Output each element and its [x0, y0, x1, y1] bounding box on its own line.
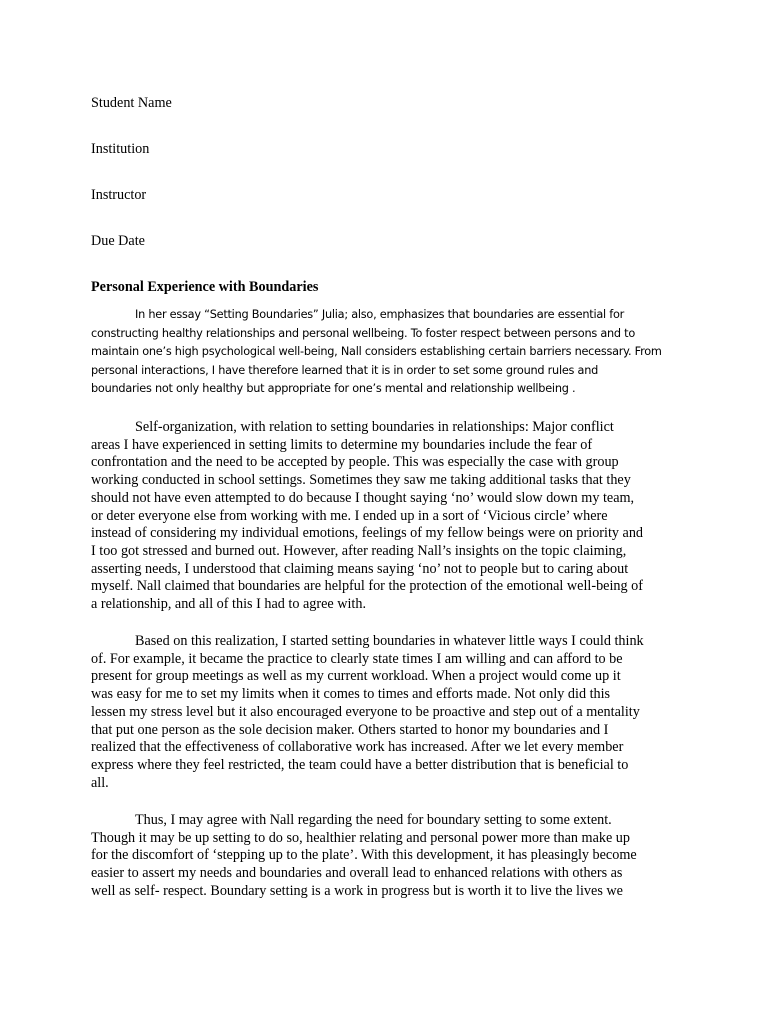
paragraph-line: boundaries not only healthy but appropriate for one’s mental and relationship wellbeing . — [91, 382, 576, 396]
paragraph-line: personal interactions, I have therefore learned that it is in order to set some ground rules and — [91, 363, 599, 377]
paragraph-line: constructing healthy relationships and personal wellbeing. To foster respect between persons and to — [91, 326, 636, 340]
paragraph-line: working conducted in school settings. Sometimes they saw me taking additional tasks that they — [91, 472, 631, 489]
paragraph-line: of. For example, it became the practice to clearly state times I am willing and can afford to be — [91, 650, 623, 667]
paragraph-line: maintain one’s high psychological well-being, Nall considers establishing certain barriers necessary. From — [91, 345, 662, 359]
instructor: Instructor — [91, 187, 147, 203]
paragraph-line: Based on this realization, I started setting boundaries in whatever little ways I could think — [135, 633, 644, 649]
institution: Institution — [91, 141, 150, 157]
paragraph-line: Thus, I may agree with Nall regarding the need for boundary setting to some extent. — [135, 812, 612, 828]
paragraph-line: easier to assert my needs and boundaries and overall lead to enhanced relations with others as — [91, 865, 623, 882]
paragraph-line: areas I have experienced in setting limits to determine my boundaries include the fear of — [91, 436, 593, 453]
paragraph-line: should not have even attempted to do because I thought saying ‘no’ would slow down my team, — [91, 489, 635, 506]
paragraph-line: for the discomfort of ‘stepping up to the plate’. With this development, it has pleasingly become — [91, 847, 637, 864]
paragraph-line: asserting needs, I understood that claiming means saying ‘no’ not to people but to caring about — [91, 560, 629, 577]
paragraph-conclusion — [91, 812, 678, 901]
essay-title: Personal Experience with Boundaries — [91, 279, 319, 295]
paragraph-line: myself. Nall claimed that boundaries are helpful for the protection of the emotional well-being of — [91, 578, 643, 595]
paragraph-line: was easy for me to set my limits when it comes to times and efforts made. Not only did this — [91, 686, 611, 703]
due-date: Due Date — [91, 233, 145, 249]
paragraph-self-organization — [91, 419, 678, 614]
paragraph-line: well as self- respect. Boundary setting is a work in progress but is worth it to live the lives we — [91, 882, 623, 899]
paragraph-line: In her essay “Setting Boundaries” Julia; also, emphasizes that boundaries are essential for — [135, 308, 625, 321]
paragraph-line: I too got stressed and burned out. However, after reading Nall’s insights on the topic claiming, — [91, 542, 627, 559]
paragraph-line: express where they feel restricted, the team could have a better distribution that is beneficial to — [91, 756, 629, 773]
paragraph-line: present for group meetings as well as my current workload. When a project would come up it — [91, 668, 621, 685]
paragraph-intro — [91, 306, 678, 399]
student-name: Student Name — [91, 95, 172, 111]
paragraph-line: Self-organization, with relation to setting boundaries in relationships: Major conflict — [135, 419, 614, 435]
paragraph-line: instead of considering my individual emotions, feelings of my fellow beings were on priority and — [91, 525, 644, 542]
paragraph-line: lessen my stress level but it also encouraged everyone to be proactive and step out of a mentality — [91, 703, 640, 720]
paragraph-line: Though it may be up setting to do so, healthier relating and personal power more than make up — [91, 829, 630, 846]
paragraph-line: realized that the effectiveness of collaborative work has increased. After we let every member — [91, 739, 624, 756]
paragraph-line: all. — [91, 774, 109, 791]
paragraph-line: that put one person as the sole decision maker. Others started to honor my boundaries and I — [91, 721, 609, 738]
paragraph-line: or deter everyone else from working with me. I ended up in a sort of ‘Vicious circle’ where — [91, 507, 608, 524]
paragraph-line: confrontation and the need to be accepted by people. This was especially the case with group — [91, 454, 619, 471]
paragraph-realization — [91, 633, 678, 792]
paragraph-line: a relationship, and all of this I had to agree with. — [91, 596, 367, 613]
